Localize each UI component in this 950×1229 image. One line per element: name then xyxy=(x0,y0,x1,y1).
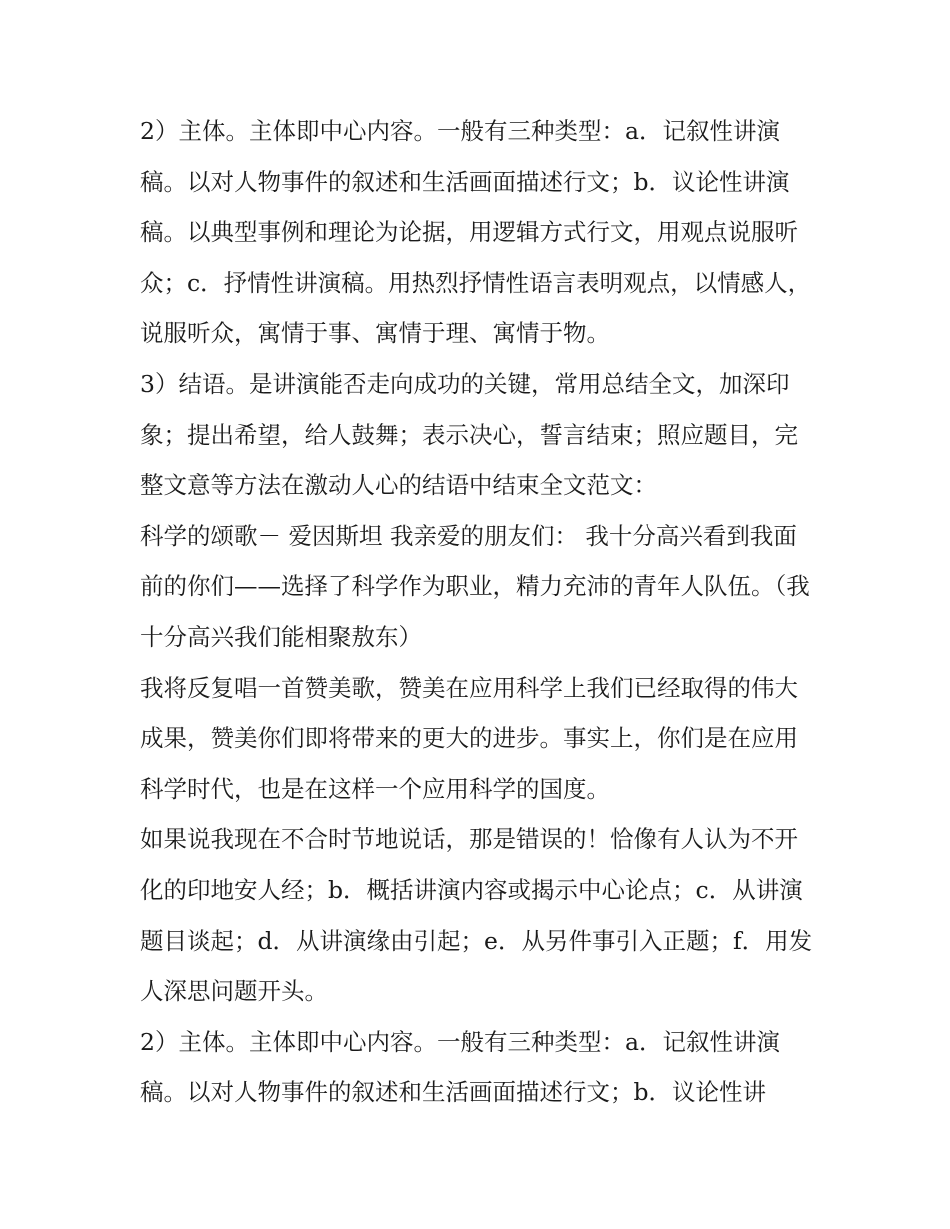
paragraph-main-body-1: 2）主体。主体即中心内容。一般有三种类型：a．记叙性讲演稿。以对人物事件的叙述和生活画面描述行文；b．议论性讲演稿。以典型事例和理论为论据，用逻辑方式行文，用观点说服听众；c．抒情性讲演稿。用热烈抒情性语言表明观点，以情感人，说服听众，寓情于事、寓情于理、寓情于物。 xyxy=(140,117,812,348)
paragraph-conclusion: 3）结语。是讲演能否走向成功的关键，常用总结全文，加深印象；提出希望，给人鼓舞；表示决心，誓言结束；照应题目，完整文意等方法在激动人心的结语中结束全文范文： xyxy=(140,369,798,500)
paragraph-opening-methods: 如果说我现在不合时节地说话，那是错误的！恰像有人认为不开化的印地安人经；b．概括讲演内容或揭示中心论点；c．从讲演题目谈起；d．从讲演缘由引起；e．从另件事引入正题；f．用发人深思问题开头。 xyxy=(140,825,813,1006)
paragraph-main-body-2: 2）主体。主体即中心内容。一般有三种类型：a．记叙性讲演稿。以对人物事件的叙述和生活画面描述行文；b．议论性讲 xyxy=(140,1027,780,1107)
document-body xyxy=(140,106,820,1118)
paragraph-hymn: 我将反复唱一首赞美歌，赞美在应用科学上我们已经取得的伟大成果，赞美你们即将带来的更大的进步。事实上，你们是在应用科学时代，也是在这样一个应用科学的国度。 xyxy=(140,673,798,803)
paragraph-example-title: 科学的颂歌－ 爱因斯坦 我亲爱的朋友们： 我十分高兴看到我面前的你们——选择了科学作为职业，精力充沛的青年人队伍。（我十分高兴我们能相聚敖东） xyxy=(140,521,810,651)
